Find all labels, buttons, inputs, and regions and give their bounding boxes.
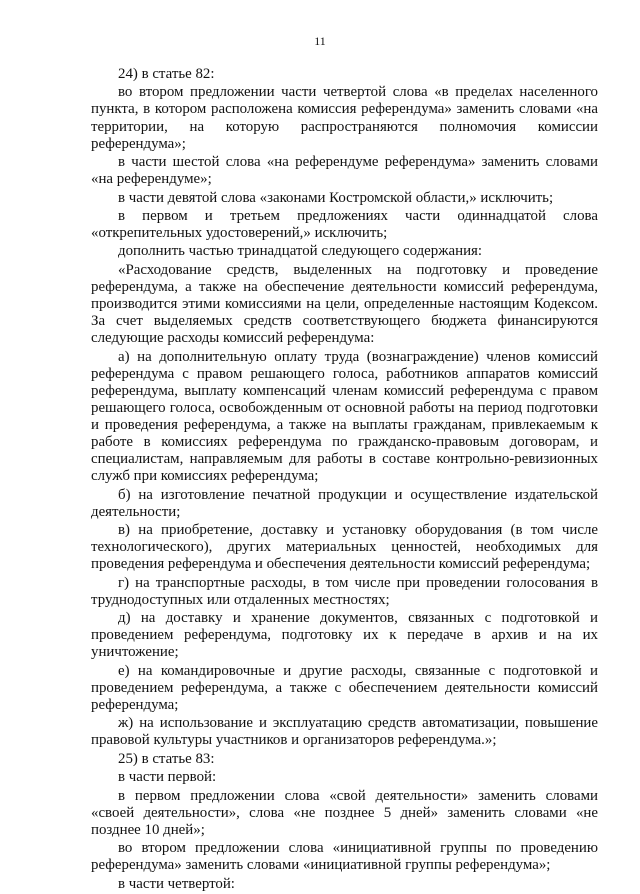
list-item-v: в) на приобретение, доставку и установку оборудования (в том числе технологического), других материальных ценностей, необходимых для проведения референдума и обеспечения деятельности комиссий референдума;	[91, 522, 598, 573]
list-item-a: а) на дополнительную оплату труда (вознаграждение) членов комиссий референдума с правом решающего голоса, работников аппаратов комиссий референдума, выплату компенсаций членам комиссий референдума с правом решающего голоса, освобожденным от основной работы на период подготовки и проведения референдума, а также на выплаты гражданам, привлекаемым к работе в комиссиях референдума по гражданско-правовым договорам, и специалистам, направляемым для работы в составе контрольно-ревизионных служб при комиссиях референдума;	[91, 348, 598, 485]
page-number: 11	[314, 34, 326, 48]
list-item-d: д) на доставку и хранение документов, связанных с подготовкой и проведением референдума, подготовку их к передаче в архив и на их уничтожение;	[91, 610, 598, 661]
paragraph-first-sentence-amendment: в первом предложении слова «свой деятельности» заменить словами «своей деятельности», слова «не позднее 5 дней» заменить словами «не позднее 10 дней»;	[91, 787, 598, 838]
paragraph-part-one-heading: в части первой:	[118, 769, 217, 786]
paragraph-part-nine-amendment: в части девятой слова «законами Костромской области,» исключить;	[118, 189, 554, 206]
paragraph-second-sentence-amendment: во втором предложении слова «инициативной группы по проведению референдума» заменить словами «инициативной группы референдума»;	[91, 840, 598, 874]
paragraph-item-24-heading: 24) в статье 82:	[118, 66, 215, 82]
document-body	[91, 66, 598, 894]
list-item-b: б) на изготовление печатной продукции и осуществление издательской деятельности;	[91, 486, 598, 520]
paragraph-part-six-amendment: в части шестой слова «на референдуме референдума» заменить словами «на референдуме»;	[91, 154, 598, 188]
paragraph-part-four-amendment: во втором предложении части четвертой слова «в пределах населенного пункта, в котором расположена комиссия референдума» заменить словами «на территории, на которую распространяются полномочия комиссии референдума»;	[91, 84, 598, 152]
paragraph-part-four-heading: в части четвертой:	[118, 875, 235, 892]
list-item-zh: ж) на использование и эксплуатацию средств автоматизации, повышение правовой культуры участников и организаторов референдума.»;	[91, 715, 598, 749]
list-item-e: е) на командировочные и другие расходы, связанные с подготовкой и проведением референдума, а также с обеспечением деятельности комиссий референдума;	[91, 662, 598, 713]
paragraph-add-part-thirteen: дополнить частью тринадцатой следующего содержания:	[118, 243, 483, 260]
paragraph-expenditure-intro: «Расходование средств, выделенных на подготовку и проведение референдума, а также на обеспечение деятельности комиссий референдума, производится этими комиссиями на цели, определенные настоящим Кодексом. За счет выделяемых средств соответствующего бюджета финансируются следующие расходы комиссий референдума:	[91, 261, 598, 347]
list-item-g: г) на транспортные расходы, в том числе при проведении голосования в труднодоступных или отдаленных местностях;	[91, 574, 598, 608]
paragraph-item-25-heading: 25) в статье 83:	[118, 750, 215, 767]
paragraph-part-eleven-amendment: в первом и третьем предложениях части одиннадцатой слова «открепительных удостоверений,» исключить;	[91, 207, 598, 242]
